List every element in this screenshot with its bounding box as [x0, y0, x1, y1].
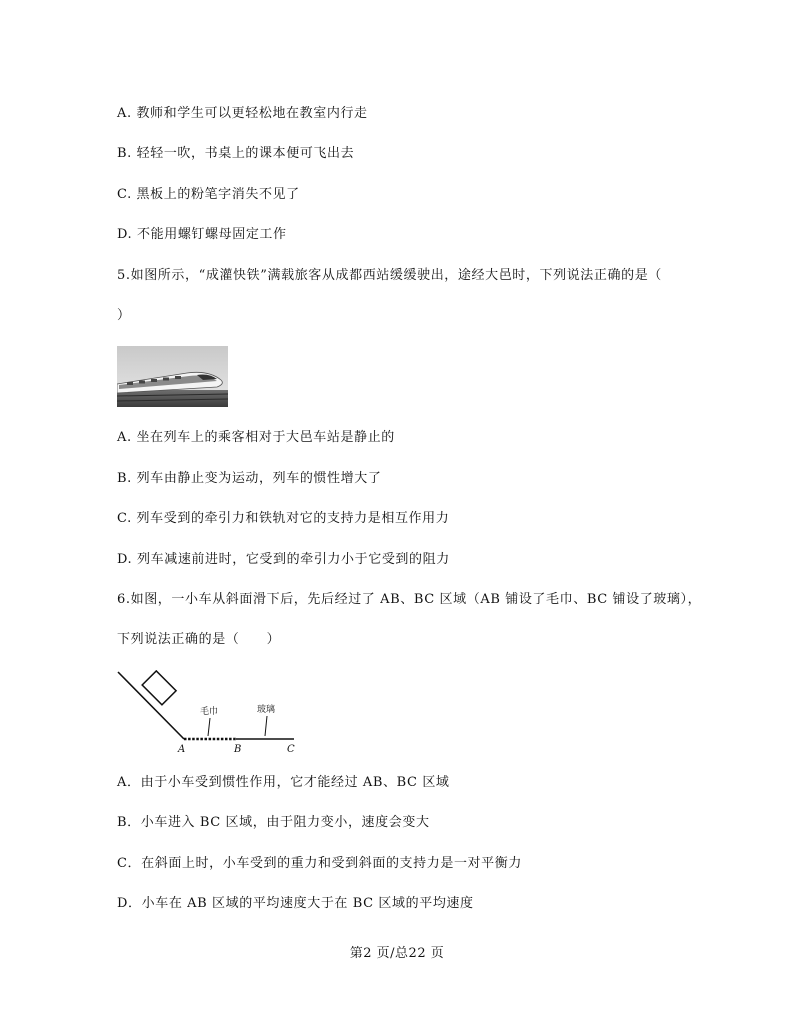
slope-diagram [114, 670, 309, 758]
point-b-label: B [234, 744, 242, 755]
point-c-label: C [287, 744, 295, 755]
q4-option-a: A. 教师和学生可以更轻松地在教室内行走 [117, 106, 368, 121]
q5-option-b: B. 列车由静止变为运动，列车的惯性增大了 [117, 471, 382, 486]
towel-label: 毛巾 [200, 707, 219, 717]
towel-leader [208, 718, 210, 736]
q6-option-a: A．由于小车受到惯性作用，它才能经过 AB、BC 区域 [117, 775, 450, 790]
glass-leader [265, 716, 267, 736]
slope-diagram-figure [114, 670, 309, 758]
q6-stem-line-1: 6.如图，一小车从斜面滑下后，先后经过了 AB、BC 区域（AB 铺设了毛巾、BC 铺设了玻璃）， [117, 592, 702, 607]
q4-option-c: C. 黑板上的粉笔字消失不见了 [117, 187, 300, 202]
q5-stem-line-2: ） [117, 308, 131, 323]
glass-label: 玻璃 [257, 705, 276, 715]
train-image-icon [117, 346, 228, 407]
cart-block [142, 671, 176, 705]
point-a-label: A [178, 744, 186, 755]
q4-option-b: B. 轻轻一吹，书桌上的课本便可飞出去 [117, 146, 355, 161]
q5-option-d: D. 列车减速前进时，它受到的牵引力小于它受到的阻力 [117, 552, 450, 567]
q5-option-c: C. 列车受到的牵引力和铁轨对它的支持力是相互作用力 [117, 511, 450, 526]
q4-option-d: D. 不能用螺钉螺母固定工作 [117, 227, 287, 242]
q6-option-c: C．在斜面上时，小车受到的重力和受到斜面的支持力是一对平衡力 [117, 856, 522, 871]
q6-stem-line-2: 下列说法正确的是（ ） [117, 632, 281, 647]
q5-stem-line-1: 5.如图所示，“成灌快铁”满载旅客从成都西站缓缓驶出，途经大邑时，下列说法正确的是（ [117, 268, 662, 283]
q6-option-b: B．小车进入 BC 区域，由于阻力变小，速度会变大 [117, 815, 430, 830]
page-footer: 第2 页/总22 页 [349, 946, 445, 961]
train-photo [117, 346, 228, 407]
q6-option-d: D．小车在 AB 区域的平均速度大于在 BC 区域的平均速度 [117, 896, 474, 911]
q5-option-a: A. 坐在列车上的乘客相对于大邑车站是静止的 [117, 430, 395, 445]
